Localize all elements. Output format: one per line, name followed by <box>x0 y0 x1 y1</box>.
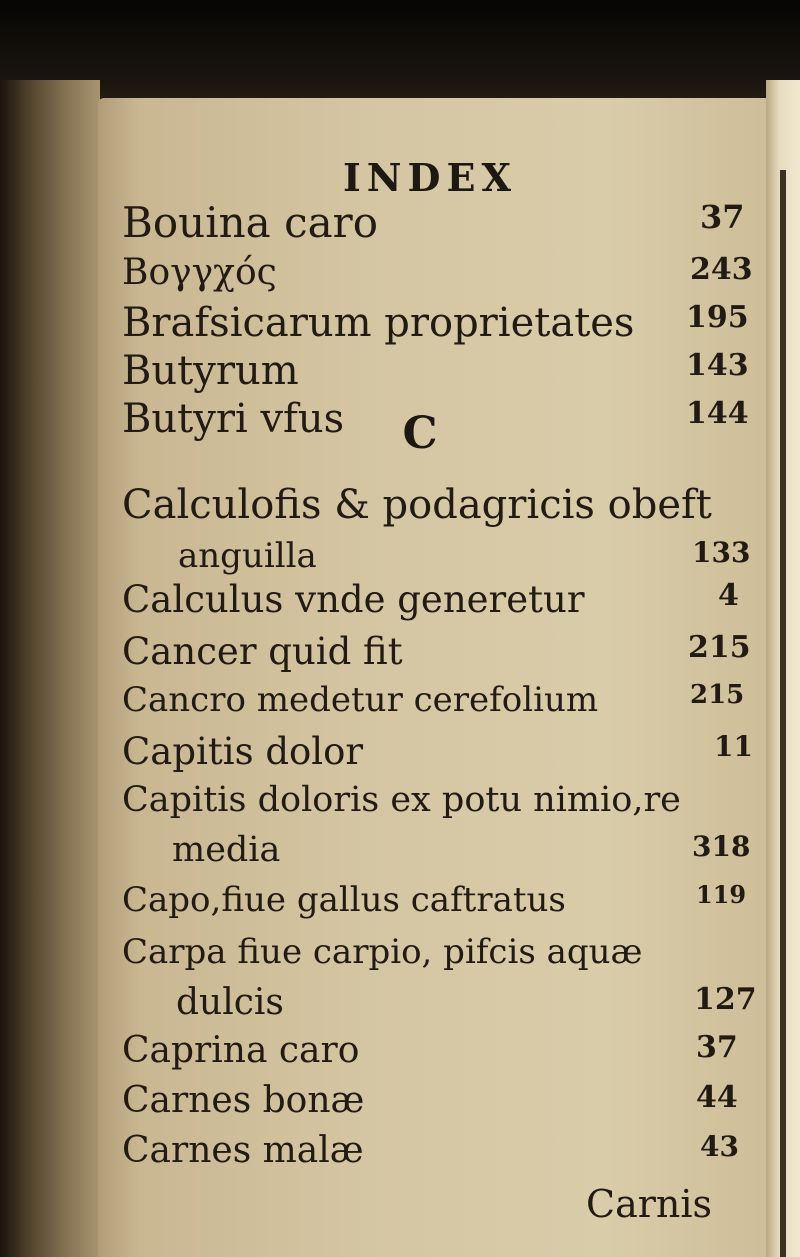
section-letter: C <box>402 408 438 459</box>
entry-page: 44 <box>696 1080 738 1115</box>
index-entry <box>0 982 800 1032</box>
entry-page: 243 <box>690 252 753 287</box>
entry-term: Bouina caro <box>122 198 378 247</box>
index-entry <box>0 680 800 730</box>
entry-page: 215 <box>690 680 745 710</box>
entry-page: 37 <box>696 1030 738 1065</box>
entry-term: Capo,fiue gallus caftratus <box>122 880 566 920</box>
index-entry <box>0 1030 800 1080</box>
entry-page: 143 <box>686 348 749 383</box>
entry-term: Cancro medetur cerefolium <box>122 680 599 720</box>
entry-page: 318 <box>692 830 751 863</box>
entry-term: dulcis <box>176 982 284 1023</box>
entry-term: media <box>172 830 281 870</box>
entry-term: Cancer quid fit <box>122 630 403 673</box>
index-entry <box>0 830 800 880</box>
index-entry <box>0 578 800 628</box>
entry-term: Capitis doloris ex potu nimio,re <box>122 780 681 820</box>
page-header: INDEX <box>343 155 517 200</box>
entry-term: Carnes malæ <box>122 1130 364 1171</box>
entry-term: Butyrum <box>122 348 299 394</box>
index-entry <box>0 1080 800 1130</box>
index-entry <box>0 482 800 532</box>
entry-page: 133 <box>692 536 751 569</box>
index-entry <box>0 1130 800 1180</box>
entry-term: Brafsicarum proprietates <box>122 300 635 346</box>
entry-term: Βογγχός <box>122 252 277 293</box>
entry-page: 215 <box>688 630 751 665</box>
catchword: Carnis <box>586 1182 713 1226</box>
index-entry <box>0 630 800 680</box>
index-entry <box>0 252 800 302</box>
entry-term: Calculofis & podagricis obeft <box>122 482 712 528</box>
entry-page: 37 <box>700 198 745 236</box>
index-entry <box>0 780 800 830</box>
index-entry <box>0 198 800 248</box>
index-entry <box>0 932 800 982</box>
index-entry <box>0 880 800 930</box>
entry-page: 4 <box>718 578 739 613</box>
entry-term: Capitis dolor <box>122 730 364 773</box>
index-entry <box>0 300 800 350</box>
entry-term: Calculus vnde generetur <box>122 578 585 621</box>
top-shadow <box>0 0 800 110</box>
index-entry <box>0 730 800 780</box>
entry-page: 11 <box>714 730 753 763</box>
entry-page: 144 <box>686 396 749 431</box>
entry-term: Butyri vfus <box>122 396 345 442</box>
entry-page: 195 <box>686 300 749 335</box>
entry-term: Caprina caro <box>122 1030 360 1071</box>
entry-page: 127 <box>694 982 757 1017</box>
index-entry <box>0 348 800 398</box>
entry-term: Carpa fiue carpio, pifcis aquæ <box>122 932 643 972</box>
entry-page: 119 <box>696 880 747 909</box>
entry-page: 43 <box>700 1130 739 1163</box>
entry-term: Carnes bonæ <box>122 1080 365 1121</box>
entry-term: anguilla <box>178 536 317 576</box>
